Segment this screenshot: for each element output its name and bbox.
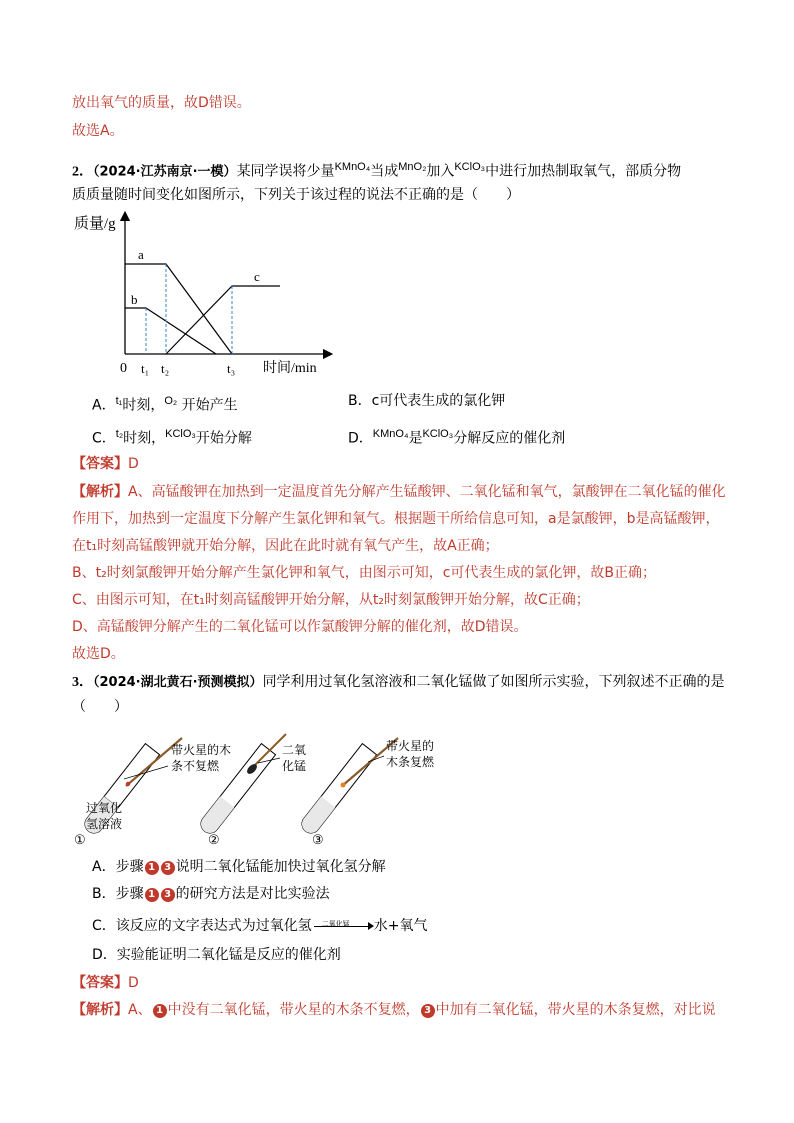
catalyst-label: 二氧化锰 bbox=[321, 920, 350, 928]
y-axis-label: 质量/g bbox=[74, 216, 116, 232]
stem-text: 某同学误将少量 bbox=[236, 163, 335, 180]
option-a[interactable] bbox=[92, 857, 386, 877]
chem-formula: KMnO₄ bbox=[372, 428, 409, 440]
label-splint-reignited-l1: 带火星的 bbox=[386, 739, 435, 753]
circled-number: 3 bbox=[161, 861, 175, 875]
chem-formula: O₂ bbox=[164, 395, 178, 407]
circled-number: 1 bbox=[153, 1004, 167, 1018]
experiment-figure bbox=[68, 732, 468, 852]
option-text: C．该反应的文字表达式为过氧化氢 bbox=[92, 918, 312, 934]
chem-formula: MnO₂ bbox=[398, 161, 427, 173]
question-3-stem-line2: （ ） bbox=[72, 699, 128, 715]
option-c[interactable] bbox=[92, 424, 252, 449]
test-tube-3 bbox=[298, 744, 376, 837]
t2-label: t₂ bbox=[161, 361, 170, 376]
stem-text: 同学利用过氧化氢溶液和二氧化锰做了如图所示实验，下列叙述不正确的是 bbox=[262, 674, 725, 690]
question-2-stem-line2: 质质量随时间变化如图所示，下列关于该过程的说法不正确的是（ ） bbox=[72, 187, 520, 203]
analysis-text: 中没有二氧化锰，带火星的木条不复燃， bbox=[167, 1002, 420, 1018]
conclusion-text: 故选A。 bbox=[72, 123, 124, 139]
circled-number: 3 bbox=[421, 1004, 435, 1018]
continuation-text: 放出氧气的质量，故D错误。 bbox=[72, 95, 251, 111]
label-splint-reignited-l2: 木条复燃 bbox=[386, 755, 435, 769]
label-h2o2-l2: 氢溶液 bbox=[86, 817, 123, 831]
analysis-tag: 【解析】 bbox=[72, 484, 128, 500]
question-2-stem bbox=[72, 157, 681, 183]
option-text: B．步骤 bbox=[92, 886, 144, 902]
option-text: 分解反应的催化剂 bbox=[453, 430, 566, 447]
t1-label: t₁ bbox=[141, 361, 150, 376]
curve-c-label: c bbox=[254, 269, 260, 284]
time-symbol: t₁ bbox=[115, 395, 123, 407]
label-mno2-l1: 二氧 bbox=[282, 743, 307, 757]
label-splint-not-reignited-l2: 条不复燃 bbox=[171, 759, 220, 773]
option-text: 是 bbox=[408, 430, 423, 447]
question-number: 2． bbox=[72, 164, 93, 180]
question-source: （2024·江苏南京·一模） bbox=[93, 164, 237, 180]
conclusion-text: 故选D。 bbox=[72, 646, 125, 662]
answer-line bbox=[72, 454, 139, 474]
answer-value: D bbox=[128, 456, 139, 472]
option-text: 时刻， bbox=[123, 430, 166, 447]
curve-b-label: b bbox=[131, 292, 138, 307]
curve-c bbox=[166, 286, 280, 354]
option-text: A．步骤 bbox=[92, 859, 144, 875]
label-h2o2-l1: 过氧化 bbox=[86, 801, 123, 815]
option-label: D． bbox=[348, 430, 373, 447]
stem-text: 中进行加热制取氧气，部质分物 bbox=[485, 163, 682, 180]
analysis-text: 中加有二氧化锰，带火星的木条复燃，对比说 bbox=[435, 1002, 716, 1018]
answer-tag: 【答案】 bbox=[72, 456, 128, 472]
x-axis-label: 时间/min bbox=[263, 361, 317, 376]
option-text: 的研究方法是对比实验法 bbox=[175, 886, 330, 902]
analysis-line: C、由图示可知，在t₁时刻高锰酸钾开始分解，从t₂时刻氯酸钾开始分解，故C正确； bbox=[72, 592, 590, 608]
step-1-label: ① bbox=[74, 832, 86, 847]
answer-tag: 【答案】 bbox=[72, 975, 128, 991]
option-d[interactable] bbox=[348, 424, 565, 449]
option-c[interactable] bbox=[92, 916, 428, 936]
chem-formula: KMnO₄ bbox=[334, 161, 371, 173]
question-3-stem bbox=[72, 672, 725, 693]
curve-b bbox=[125, 308, 216, 354]
t3-label: t₃ bbox=[227, 361, 236, 376]
circled-number: 1 bbox=[145, 888, 159, 902]
analysis-line: 在t₁时刻高锰酸钾就开始分解，因此在此时就有氧气产生，故A正确； bbox=[72, 538, 499, 554]
analysis-tag: 【解析】 bbox=[72, 1002, 128, 1018]
option-text: 水+氧气 bbox=[373, 918, 428, 934]
option-label: C． bbox=[92, 430, 116, 447]
time-symbol: t₂ bbox=[115, 428, 124, 440]
chem-formula: KClO₃ bbox=[454, 161, 486, 173]
chem-formula: KClO₃ bbox=[422, 428, 454, 440]
chem-formula: KClO₃ bbox=[165, 428, 196, 440]
option-b[interactable]: B．c可代表生成的氯化钾 bbox=[348, 393, 506, 409]
analysis-line: 作用下，加热到一定温度下分解产生氯化钾和氧气。根据题干所给信息可知，a是氯酸钾，b是高锰酸钾， bbox=[72, 511, 720, 527]
analysis-text: A、高锰酸钾在加热到一定温度首先分解产生锰酸钾、二氧化锰和氧气，氯酸钾在二氧化锰的催化 bbox=[128, 484, 726, 500]
circled-number: 3 bbox=[161, 888, 175, 902]
answer-line bbox=[72, 973, 139, 993]
analysis-text: A、 bbox=[128, 1002, 152, 1018]
analysis-line bbox=[72, 1000, 716, 1020]
option-text: 说明二氧化锰能加快过氧化氢分解 bbox=[175, 859, 386, 875]
label-splint-not-reignited-l1: 带火星的木 bbox=[171, 743, 232, 757]
answer-value: D bbox=[128, 975, 139, 991]
option-text: 时刻， bbox=[122, 397, 165, 414]
stem-text: 加入 bbox=[426, 163, 455, 180]
origin-label: 0 bbox=[120, 361, 127, 376]
option-d[interactable]: D．实验能证明二氧化锰是反应的催化剂 bbox=[92, 947, 341, 963]
step-2-label: ② bbox=[208, 832, 220, 847]
label-mno2-l2: 化锰 bbox=[282, 759, 307, 773]
analysis-line: B、t₂时刻氯酸钾开始分解产生氯化钾和氧气，由图示可知，c可代表生成的氯化钾，故B正确； bbox=[72, 565, 657, 581]
option-text: 开始产生 bbox=[177, 397, 238, 414]
curve-a-label: a bbox=[138, 247, 144, 262]
option-a[interactable] bbox=[92, 391, 238, 416]
circled-number: 1 bbox=[145, 861, 159, 875]
reaction-arrow bbox=[312, 916, 374, 936]
option-b[interactable] bbox=[92, 884, 330, 904]
step-3-label: ③ bbox=[312, 832, 324, 847]
stem-text: 当成 bbox=[370, 163, 399, 180]
mass-time-graph bbox=[70, 208, 340, 380]
question-source: （2024·湖北黄石·预测模拟） bbox=[93, 675, 263, 690]
question-number: 3． bbox=[72, 675, 93, 690]
analysis-line: D、高锰酸钾分解产生的二氧化锰可以作氯酸钾分解的催化剂，故D错误。 bbox=[72, 619, 528, 635]
option-text: 开始分解 bbox=[195, 430, 252, 447]
option-label: A． bbox=[92, 397, 116, 414]
analysis-line bbox=[72, 482, 726, 502]
